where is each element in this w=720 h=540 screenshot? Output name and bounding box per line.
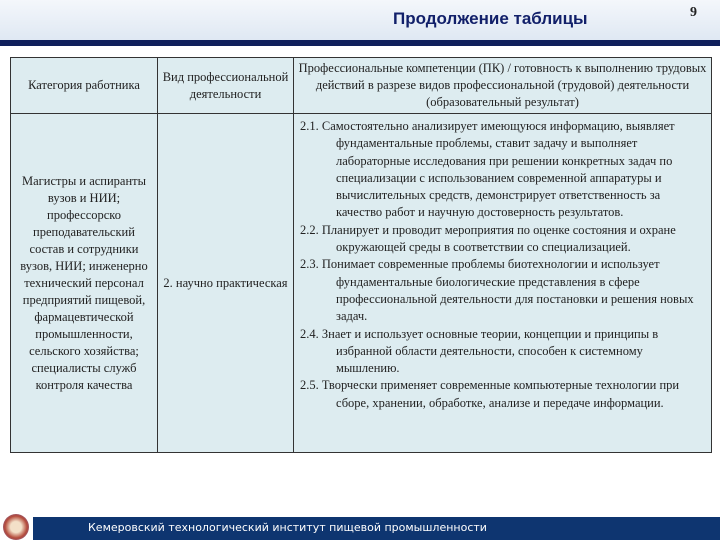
footer-text: Кемеровский технологический институт пищевой промышленности (88, 521, 487, 534)
table-row (11, 114, 712, 453)
column-header-activity: Вид профессиональной деятельности (158, 58, 294, 114)
footer-bar (33, 517, 720, 540)
header-bar (0, 0, 720, 40)
cell-activity: 2. научно практическая (158, 114, 294, 453)
column-header-competencies: Профессиональные компетенции (ПК) / готовность к выполнению трудовых действий в разрезе видов профессиональной (трудовой) деятельности (образовательный результат) (294, 58, 712, 114)
competency-item: 2.3. Понимает современные проблемы биотехнологии и использует фундаментальные биологические представления в сфере профессиональной деятельности для постановки и решения новых задач. (300, 257, 694, 324)
page-title: Продолжение таблицы (393, 9, 588, 28)
table-header-row (11, 58, 712, 114)
header-divider (0, 40, 720, 46)
competency-item: 2.1. Самостоятельно анализирует имеющуюся информацию, выявляет фундаментальные проблемы, ставит задачу и выполняет лабораторные исследования при решении конкретных задач по специализации с использованием современной аппаратуры и вычислительных средств, демонстрирует ответственность за качество работ и научную достоверность результатов. (300, 119, 675, 220)
page-number: 9 (690, 5, 697, 20)
institute-logo-icon (3, 514, 29, 540)
cell-competencies (294, 114, 712, 453)
column-header-category: Категория работника (11, 58, 158, 114)
competency-item: 2.5. Творчески применяет современные компьютерные технологии при сборе, хранении, обработке, анализе и передаче информации. (300, 378, 680, 410)
competency-item: 2.2. Планирует и проводит мероприятия по оценке состояния и охране окружающей среды в соответствии со специализацией. (300, 222, 676, 255)
competency-table (10, 57, 712, 453)
cell-category: Магистры и аспиранты вузов и НИИ; профессорско преподавательский состав и сотрудники вузов, НИИ; инженерно технический персонал предприятий пищевой, фармацевтической промышленности, сельского хозяйства; специалисты служб контроля качества (11, 114, 158, 453)
competency-item: 2.4. Знает и использует основные теории, концепции и принципы в избранной области деятельности, способен к системному мышлению. (300, 326, 659, 376)
